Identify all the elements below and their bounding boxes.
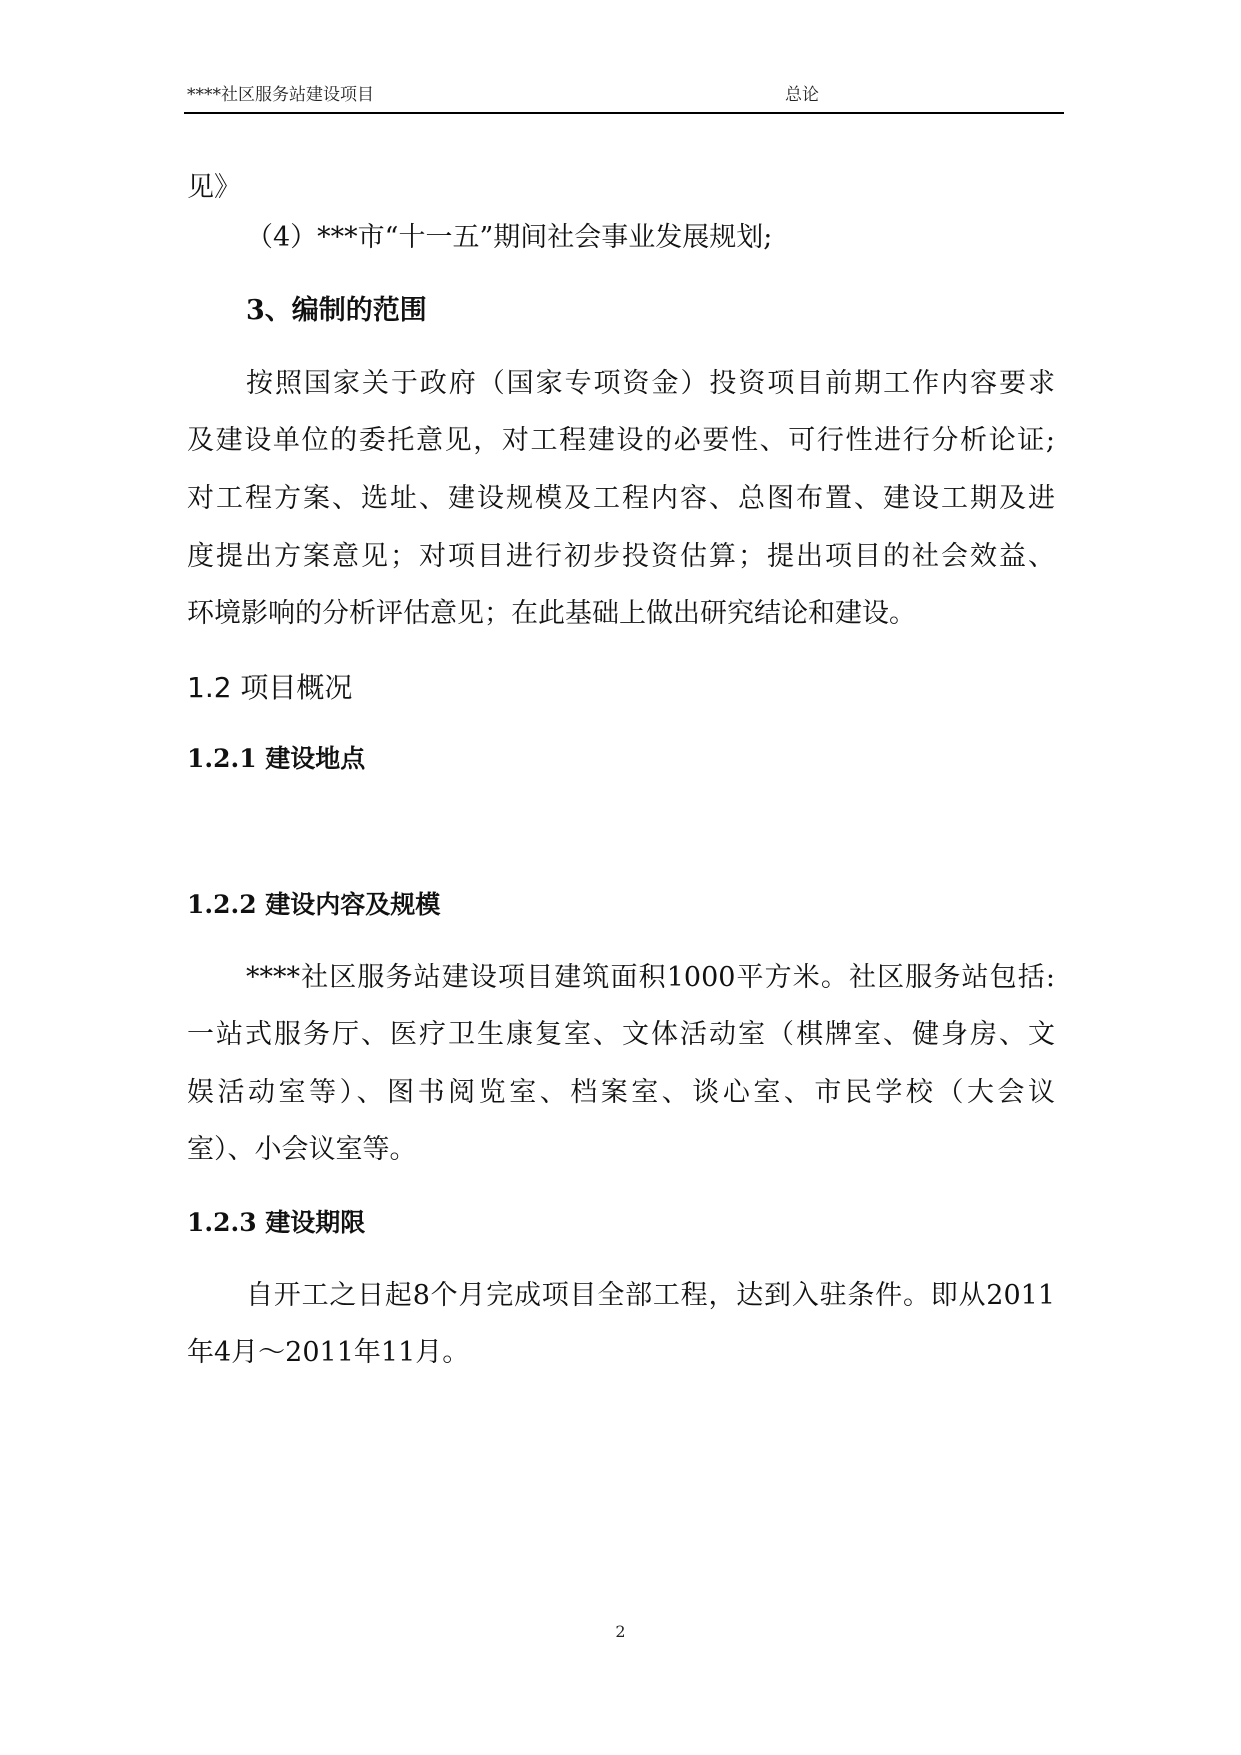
body-line-13: 一站式服务厅、医疗卫生康复室、文体活动室（棋牌室、健身房、文: [187, 1019, 1055, 1050]
body-line-1: 见》: [187, 172, 241, 203]
header-divider: [184, 112, 1064, 114]
body-line-12: ****社区服务站建设项目建筑面积1000平方米。社区服务站包括:: [246, 962, 1055, 993]
header-project-title: ****社区服务站建设项目: [187, 85, 374, 105]
body-line-18: 年4月～2011年11月。: [187, 1337, 470, 1368]
section-heading-scope: 3、编制的范围: [246, 295, 427, 326]
body-line-4: 按照国家关于政府（国家专项资金）投资项目前期工作内容要求: [246, 368, 1055, 399]
header-chapter-title: 总论: [785, 85, 819, 105]
body-line-6: 对工程方案、选址、建设规模及工程内容、总图布置、建设工期及进: [187, 483, 1055, 514]
body-line-15: 室）、小会议室等。: [187, 1134, 417, 1165]
subsection-heading-content: 1.2.2 建设内容及规模: [187, 890, 441, 919]
section-heading-overview: 1.2 项目概况: [187, 671, 353, 704]
body-line-14: 娱活动室等）、图书阅览室、档案室、谈心室、市民学校（大会议: [187, 1077, 1055, 1108]
body-line-17: 自开工之日起8个月完成项目全部工程，达到入驻条件。即从2011: [246, 1280, 1055, 1311]
body-line-2: （4）***市“十一五”期间社会事业发展规划;: [246, 222, 773, 253]
body-line-8: 环境影响的分析评估意见；在此基础上做出研究结论和建设。: [187, 598, 916, 629]
body-line-7: 度提出方案意见；对项目进行初步投资估算；提出项目的社会效益、: [187, 541, 1055, 572]
body-line-5: 及建设单位的委托意见，对工程建设的必要性、可行性进行分析论证;: [187, 425, 1055, 456]
page-number: 2: [615, 1622, 626, 1641]
subsection-heading-duration: 1.2.3 建设期限: [187, 1208, 366, 1237]
subsection-heading-location: 1.2.1 建设地点: [187, 744, 366, 773]
